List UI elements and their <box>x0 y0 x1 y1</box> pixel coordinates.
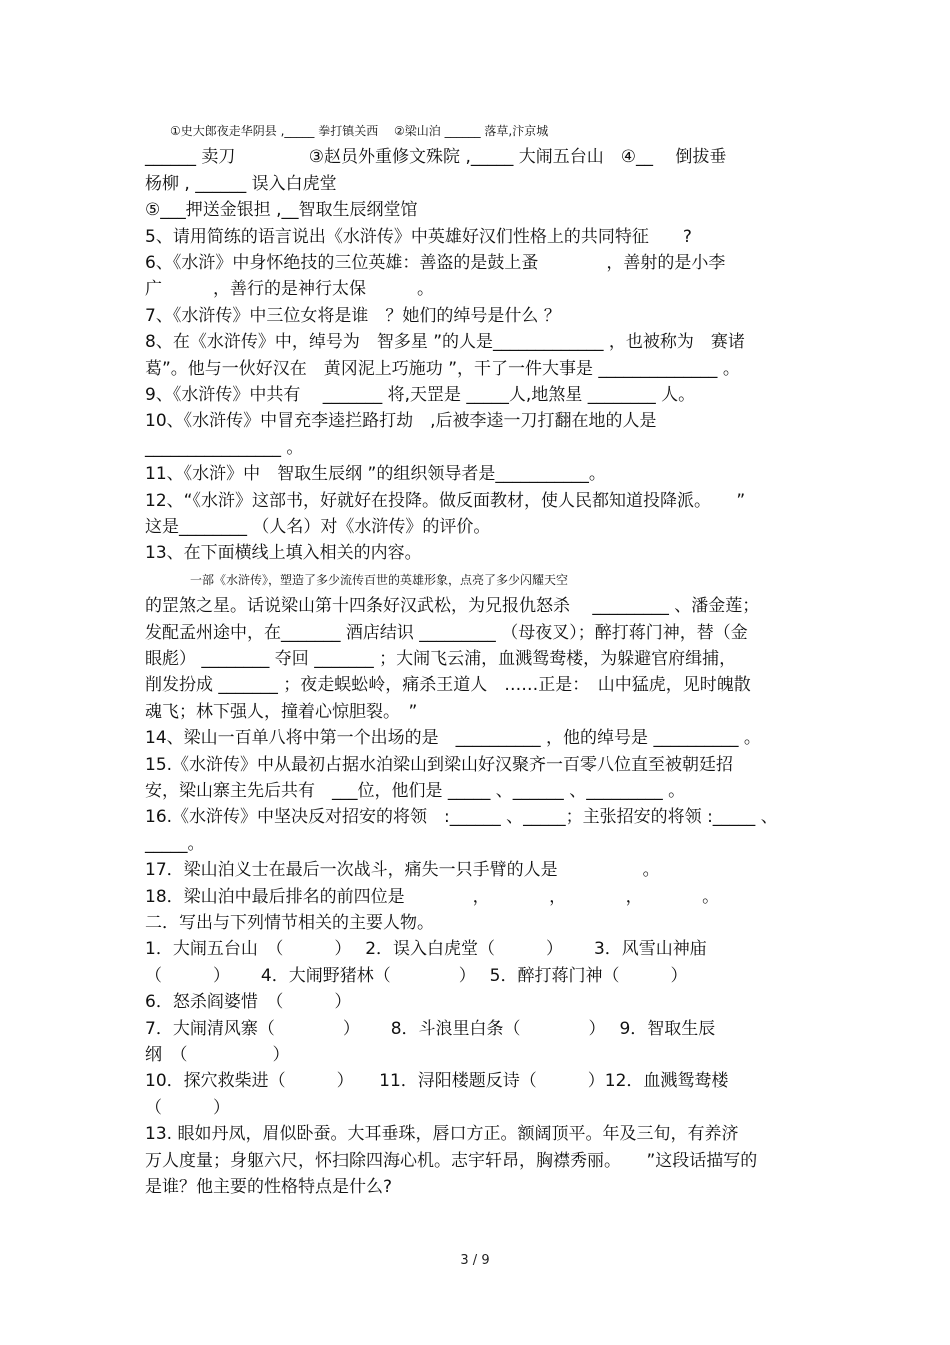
text-line: 这是________ （人名）对《水浒传》的评价。 <box>145 517 491 537</box>
passage-line: 眼彪） ________ 夺回 _______ ；大闹飞云浦，血溅鸳鸯楼，为躲避官府缉捕， <box>145 649 737 669</box>
question-13: 13、在下面横线上填入相关的内容。 <box>145 543 422 563</box>
passage-line: 的罡煞之星。话说梁山第十四条好汉武松，为兄报仇怒杀 _________ 、潘金莲； <box>145 596 760 616</box>
question-18: 18．梁山泊中最后排名的前四位是 ， ， ， 。 <box>145 887 720 907</box>
question-15: 15.《水浒传》中从最初占据水泊梁山到梁山好汉聚齐一百零八位直至被朝廷招 <box>145 755 734 775</box>
text-line: 广 ，善行的是神行太保 。 <box>145 279 434 299</box>
plot-item-line: 10．探穴救柴进（ ） 11．浔阳楼题反诗（ ）12．血溅鸳鸯楼 <box>145 1071 729 1091</box>
question-5: 5、请用简练的语言说出《水浒传》中英雄好汉们性格上的共同特征 ? <box>145 227 692 247</box>
text-line: 葛”。他与一伙好汉在 黄冈泥上巧施功 ”，干了一件大事是 ______________ 。 <box>145 359 740 379</box>
question-6: 6、《水浒》中身怀绝技的三位英雄：善盗的是鼓上蚤 ，善射的是小李 <box>145 253 726 273</box>
question-16: 16.《水浒传》中坚决反对招安的将领 :______ 、_____；主张招安的将领 :_____ 、 <box>145 807 778 827</box>
text-line: ⑤___押送金银担 ,__智取生辰纲堂馆 <box>145 200 418 220</box>
page-number: 3 / 9 <box>460 1253 490 1268</box>
question-11: 11、《水浒》中 智取生辰纲 ”的组织领导者是___________。 <box>145 464 606 484</box>
question-8: 8、在《水浒传》中，绰号为 智多星 ”的人是_____________ ，也被称为 赛诸 <box>145 332 745 352</box>
plot-item-line: 6．怒杀阎婆惜 （ ） <box>145 992 352 1012</box>
passage-line: 魂飞；林下强人，撞着心惊胆裂。 ” <box>145 702 418 722</box>
plot-item-line: 7．大闹清风寨（ ） 8．斗浪里白条（ ） 9．智取生辰 <box>145 1019 716 1039</box>
plot-item-line: 纲 （ ） <box>145 1045 290 1065</box>
passage-line: 削发扮成 _______ ；夜走蜈蚣岭，痛杀王道人 ……正是： 山中猛虎，见时魄散 <box>145 675 751 695</box>
section-heading: 二．写出与下列情节相关的主要人物。 <box>145 913 434 933</box>
text-line: 是谁？他主要的性格特点是什么? <box>145 1177 393 1197</box>
question-12: 12、“《水浒》这部书，好就好在投降。做反面教材，使人民都知道投降派。 ” <box>145 491 746 511</box>
passage-line: 一部《水浒传》，塑造了多少流传百世的英雄形象，点亮了多少闪耀天空 <box>190 573 569 587</box>
text-line: 万人度量；身躯六尺，怀扫除四海心机。志宇轩昂，胸襟秀丽。 ”这段话描写的 <box>145 1151 758 1171</box>
text-line: ①史大郎夜走华阴县 ,_____ 拳打镇关西 ②梁山泊 ______ 落草,汴京城 <box>170 124 549 138</box>
question-17: 17．梁山泊义士在最后一次战斗，痛失一只手臂的人是 。 <box>145 860 660 880</box>
text-line: 杨柳 , ______ 误入白虎堂 <box>145 174 337 194</box>
plot-item-line: （ ） <box>145 1098 230 1118</box>
question-7: 7、《水浒传》中三位女将是谁 ？她们的绰号是什么 ？ <box>145 306 561 326</box>
passage-line: 发配孟州途中，在_______ 酒店结识 _________ （母夜叉）；醉打蒋门神，替（金 <box>145 623 748 643</box>
plot-item-line: （ ） 4．大闹野猪林（ ） 5．醉打蒋门神（ ） <box>145 966 688 986</box>
question-10: 10、《水浒传》中冒充李逵拦路打劫 ,后被李逵一刀打翻在地的人是 <box>145 411 657 431</box>
question-9: 9、《水浒传》中共有 _______ 将,天罡是 _____人,地煞星 ________ 人。 <box>145 385 696 405</box>
text-line: _____。 <box>145 834 205 854</box>
plot-item-line: 1．大闹五台山 （ ） 2．误入白虎堂（ ） 3．风雪山神庙 <box>145 939 707 959</box>
text-line: ______ 卖刀 ③赵员外重修文殊院 ,_____ 大闹五台山 ④__ 倒拔垂 <box>145 147 727 167</box>
question-14: 14、梁山一百单八将中第一个出场的是 __________ ，他的绰号是 __________ 。 <box>145 728 761 748</box>
question-13-description: 13. 眼如丹凤，眉似卧蚕。大耳垂珠，唇口方正。额阔顶平。年及三旬，有养济 <box>145 1124 739 1144</box>
text-line: ________________ 。 <box>145 438 304 458</box>
text-line: 安，梁山寨主先后共有 ___位，他们是 _____ 、______ 、_________ 。 <box>145 781 686 801</box>
